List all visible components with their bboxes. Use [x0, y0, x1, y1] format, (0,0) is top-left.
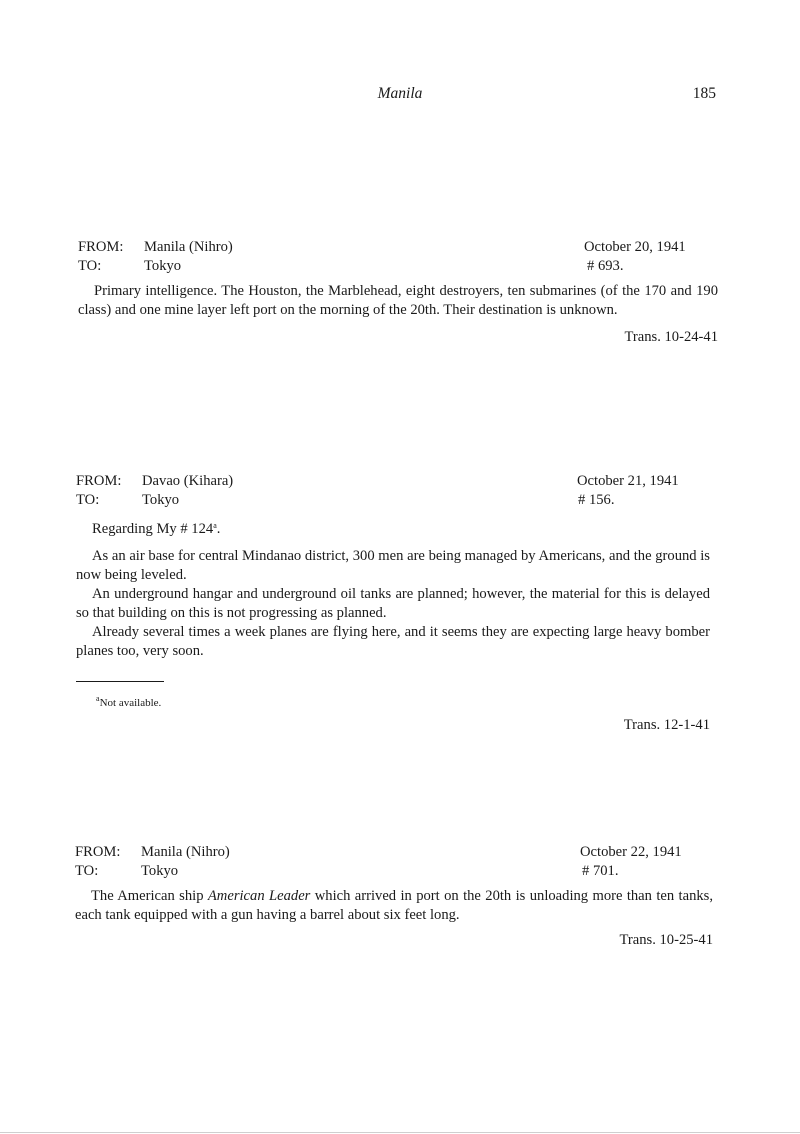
footnote-mark: a	[96, 694, 100, 703]
message-date: October 22, 1941	[580, 844, 682, 860]
body-text: which arrived in port on the 20th is unloading more than ten tanks, each tank equipped with a gun having a barrel about six feet long.	[75, 888, 713, 923]
message-body	[76, 516, 710, 661]
translation-date: Trans. 10-25-41	[619, 932, 713, 948]
footnote-ref: a	[213, 521, 217, 530]
from-line	[78, 238, 233, 257]
message-body	[75, 887, 713, 925]
to-recipient: Tokyo	[141, 863, 179, 879]
regarding-line	[76, 516, 710, 539]
to-recipient: Tokyo	[144, 258, 182, 274]
body-text: The American ship	[91, 888, 208, 904]
from-label: FROM:	[78, 239, 124, 255]
to-label: TO:	[76, 492, 100, 508]
from-line	[76, 472, 233, 491]
message-oct-21	[76, 472, 710, 735]
body-paragraph: Primary intelligence. The Houston, the Marblehead, eight destroyers, ten submarines (of the 170 and 190 class) and one mine layer left port on the morning of the 20th. Their destination is unknown.	[78, 283, 718, 318]
running-title: Manila	[377, 85, 423, 102]
message-header	[76, 472, 710, 510]
message-number: # 701.	[582, 863, 619, 879]
from-sender: Davao (Kihara)	[142, 473, 234, 489]
from-line	[75, 843, 230, 862]
message-date: October 21, 1941	[577, 473, 679, 489]
to-label: TO:	[75, 863, 99, 879]
message-header	[75, 843, 713, 881]
footnote-text: Not available.	[99, 697, 162, 709]
message-number: # 156.	[578, 492, 615, 508]
body-paragraph: Already several times a week planes are flying here, and it seems they are expecting large heavy bomber planes too, very soon.	[76, 624, 710, 659]
message-header	[78, 238, 718, 276]
to-line	[75, 862, 178, 881]
body-paragraph: An underground hangar and underground oil tanks are planned; however, the material for this is delayed so that building on this is not progressing as planned.	[76, 586, 710, 621]
page-edge-rule	[0, 1132, 800, 1133]
translation-date: Trans. 10-24-41	[624, 329, 718, 345]
message-oct-20	[78, 238, 718, 347]
footnote	[76, 692, 710, 710]
to-line	[76, 491, 179, 510]
from-sender: Manila (Nihro)	[144, 239, 233, 255]
ship-name: American Leader	[207, 888, 311, 904]
message-body	[78, 282, 718, 320]
page-number: 185	[692, 85, 716, 102]
regarding-text: Regarding My # 124	[92, 521, 214, 537]
running-head	[0, 84, 800, 106]
message-number: # 693.	[587, 258, 624, 274]
from-sender: Manila (Nihro)	[141, 844, 230, 860]
to-recipient: Tokyo	[142, 492, 180, 508]
body-paragraph	[75, 887, 713, 925]
body-paragraph: As an air base for central Mindanao district, 300 men are being managed by Americans, and the ground is now being leveled.	[76, 548, 710, 583]
regarding-end: .	[216, 521, 221, 537]
message-oct-22	[75, 843, 713, 950]
translation-date: Trans. 12-1-41	[623, 717, 710, 733]
to-label: TO:	[78, 258, 102, 274]
footnote-rule	[76, 681, 164, 682]
from-label: FROM:	[76, 473, 122, 489]
from-label: FROM:	[75, 844, 121, 860]
message-date: October 20, 1941	[584, 239, 686, 255]
to-line	[78, 257, 181, 276]
